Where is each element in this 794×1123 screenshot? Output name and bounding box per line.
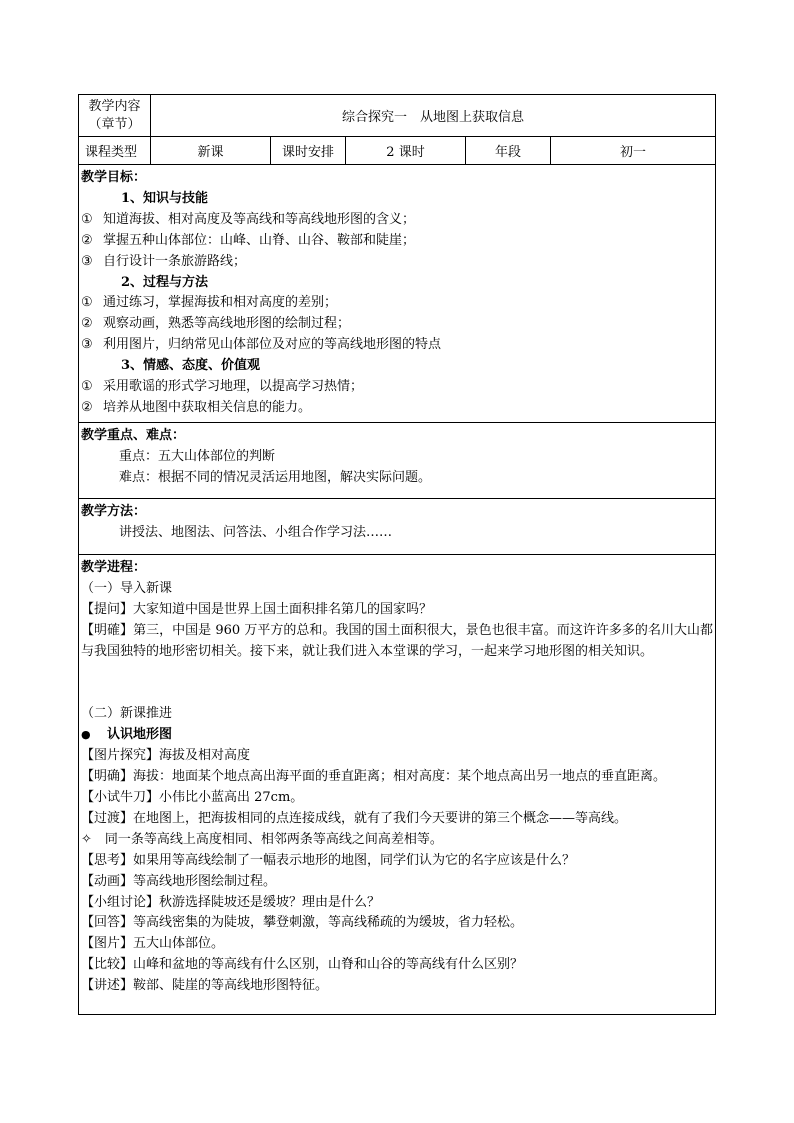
- objective-item: ② 培养从地图中获取相关信息的能力。: [81, 399, 312, 415]
- process-line: 【回答】等高线密集的为陡坡，攀登刺激，等高线稀疏的为缓坡，省力轻松。: [81, 915, 524, 931]
- process-line: 【过渡】在地图上，把海拔相同的点连接成线，就有了我们今天要讲的第三个概念——等高线。: [81, 810, 628, 826]
- process-part2-title: （二）新课推进: [81, 706, 173, 722]
- class-hours-label: 课时安排: [271, 137, 346, 165]
- objectives-s3-title: 3、情感、态度、价值观: [121, 358, 261, 374]
- process-line: 【图片】五大山体部位。: [81, 936, 225, 952]
- lesson-plan-table: [78, 94, 716, 1015]
- objectives-section: [79, 165, 716, 423]
- content-label-line2: （章节）: [88, 116, 141, 132]
- process-line: 【小组讨论】秋游选择陡坡还是缓坡？理由是什么？: [81, 894, 381, 910]
- content-label-line1: 教学内容: [88, 98, 141, 114]
- process-part1-title: （一）导入新课: [81, 580, 173, 596]
- process-line: 【比较】山峰和盆地的等高线有什么区别，山脊和山谷的等高线有什么区别？: [81, 957, 524, 973]
- objective-item: ③ 自行设计一条旅游路线；: [81, 253, 247, 269]
- process-section: [79, 554, 716, 1014]
- process-line: 【动画】等高线地形图绘制过程。: [81, 873, 277, 889]
- objectives-s2-title: 2、过程与方法: [121, 274, 209, 290]
- key-points-row: [79, 422, 716, 498]
- lesson-title: 综合探究一 从地图上获取信息: [151, 95, 716, 137]
- key-focus: 重点：五大山体部位的判断: [119, 448, 276, 464]
- key-points-section: [79, 422, 716, 498]
- bullet-heading: ● 认识地形图: [81, 725, 713, 746]
- objectives-s1-title: 1、知识与技能: [121, 190, 209, 206]
- course-type-label: 课程类型: [79, 137, 151, 165]
- blank-space: [81, 662, 713, 704]
- objective-item: ① 知道海拔、相对高度及等高线和等高线地形图的含义；: [81, 211, 416, 227]
- objectives-heading: 教学目标：: [81, 170, 147, 185]
- process-answer: 【明確】第三，中国是 960 万平方的总和。我国的国土面积很大，景色也很丰富。而这许许多多的名川大山都与我国独特的地形密切相关。接下来，就让我们进入本堂课的学习，一起来学习地形图的相关知识。: [81, 622, 714, 659]
- process-line: 【明确】海拔：地面某个地点高出海平面的垂直距离；相对高度：某个地点高出另一地点的垂直距离。: [81, 769, 667, 785]
- methods-heading: 教学方法：: [81, 503, 147, 519]
- objectives-row: [79, 165, 716, 423]
- class-hours-value: 2 课时: [346, 137, 466, 165]
- process-line: ✧ 同一条等高线上高度相同、相邻两条等高线之间高差相等。: [81, 831, 443, 847]
- objective-item: ① 通过练习，掌握海拔和相对高度的差别；: [81, 295, 338, 311]
- objective-item: ① 采用歌谣的形式学习地理，以提高学习热情；: [81, 379, 364, 395]
- lesson-plan-page: [78, 94, 715, 1015]
- bullet-dot-icon: ●: [81, 728, 91, 742]
- process-row: [79, 554, 716, 1014]
- objective-item: ② 观察动画，熟悉等高线地形图的绘制过程；: [81, 316, 351, 332]
- header-row: [79, 95, 716, 137]
- info-row: [79, 137, 716, 165]
- key-difficulty: 难点：根据不同的情况灵活运用地图，解决实际问题。: [119, 469, 432, 485]
- process-line: 【思考】如果用等高线绘制了一幅表示地形的地图，同学们认为它的名字应该是什么？: [81, 852, 576, 868]
- methods-row: [79, 498, 716, 554]
- process-heading: 教学进程：: [81, 559, 147, 575]
- key-points-heading: 教学重点、难点：: [81, 427, 186, 443]
- grade-value: 初一: [551, 137, 716, 165]
- methods-section: [79, 498, 716, 554]
- process-question: 【提问】大家知道中国是世界上国土面积排名第几的国家吗？: [81, 601, 433, 617]
- process-line: 【讲述】鞍部、陡崖的等高线地形图特征。: [81, 978, 329, 994]
- process-line: 【小试牛刀】小伟比小蓝高出 27cm。: [81, 790, 304, 806]
- methods-text: 讲授法、地图法、问答法、小组合作学习法……: [119, 524, 393, 540]
- objective-item: ② 掌握五种山体部位：山峰、山脊、山谷、鞍部和陡崖；: [81, 232, 416, 248]
- course-type-value: 新课: [151, 137, 271, 165]
- grade-label: 年段: [466, 137, 551, 165]
- process-line: 【图片探究】海拔及相对高度: [81, 748, 251, 764]
- content-label-cell: [79, 95, 151, 137]
- objective-item: ③ 利用图片，归纳常见山体部位及对应的等高线地形图的特点: [81, 337, 442, 353]
